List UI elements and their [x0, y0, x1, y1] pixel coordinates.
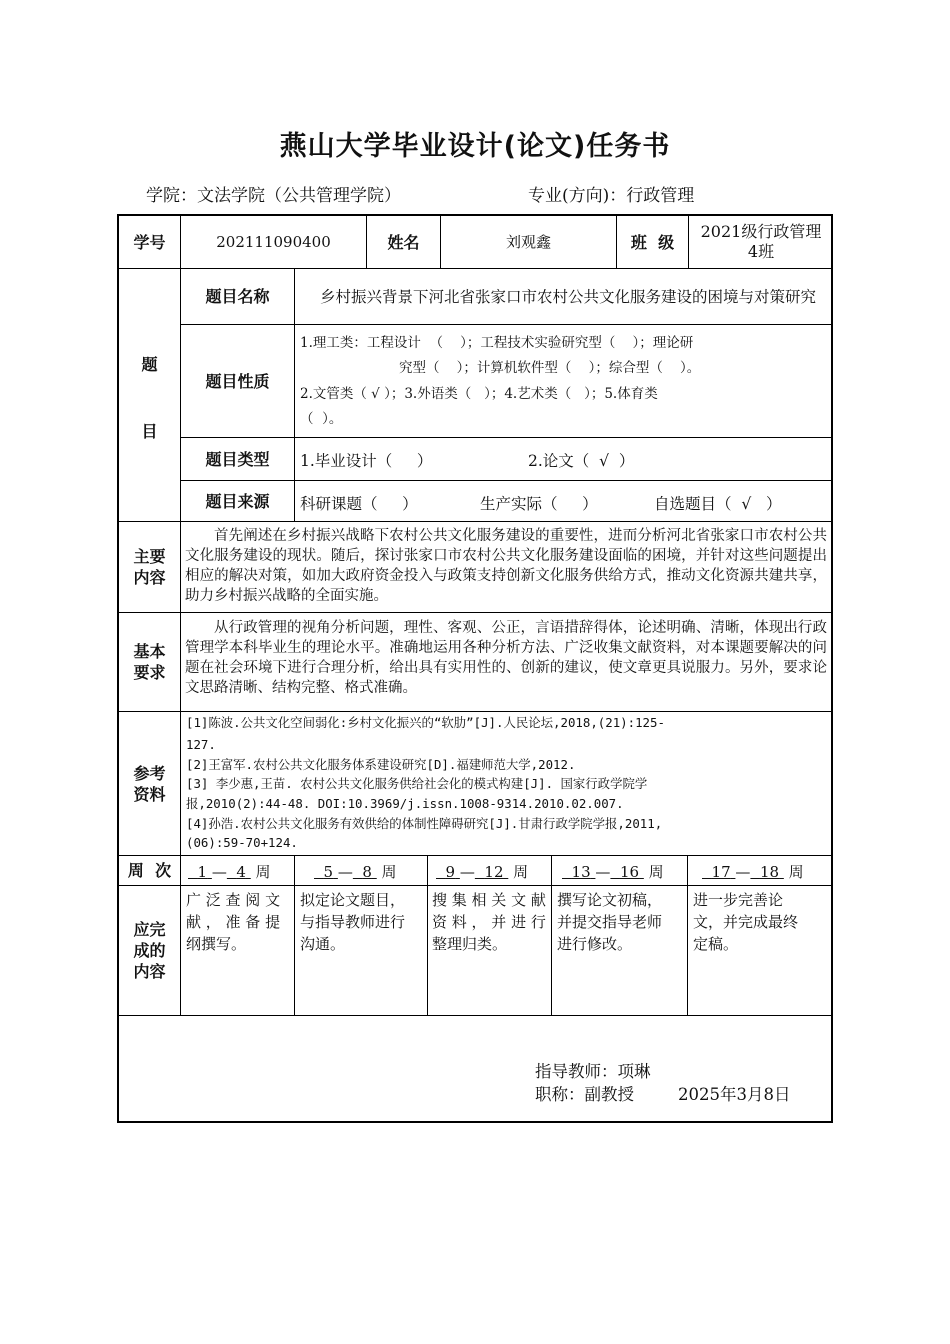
week-range-3: 9 — 12 周: [436, 861, 528, 882]
tasks-label: [119, 886, 180, 1015]
week-start: 17: [711, 863, 731, 881]
task-line: 纲撰写。: [186, 935, 247, 953]
advisor-title: 职称：副教授: [535, 1085, 634, 1104]
student-id-value: 202111090400: [216, 232, 331, 251]
requirements-label: [119, 613, 180, 711]
task-cell-3: [432, 889, 546, 955]
week-range-4: 13 — 16 周: [562, 861, 664, 882]
column-divider: [294, 855, 295, 1015]
tasks-label-line2: 成的: [133, 941, 166, 960]
college-label: 学院：: [146, 186, 197, 206]
major-value: 行政管理: [626, 186, 695, 206]
row-divider: [118, 521, 832, 522]
week-start: 1: [197, 863, 208, 881]
main-content-text: 首先阐述在乡村振兴战略下农村公共文化服务建设的重要性，进而分析河北省张家口市农村公共文化服务建设的现状。随后，探讨张家口市农村公共文化服务建设面临的困境，并针对这些问题提出相应的解决对策，如加大政府资金投入与政策支持创新文化服务供给方式，推动文化资源共建共享，助力乡村振兴战略的全面实施。: [185, 528, 827, 604]
topic-source-option-research: 科研课题（ ）: [300, 495, 418, 513]
topic-name-value: 乡村振兴背景下河北省张家口市农村公共文化服务建设的困境与对策研究: [319, 288, 816, 306]
topic-source-option-production: 生产实际（ ）: [480, 495, 598, 513]
column-divider: [427, 855, 428, 1015]
row-divider: [118, 612, 832, 613]
topic-section-label-top: 题: [141, 354, 158, 374]
week-start: 13: [571, 863, 591, 881]
topic-source-label: 题目来源: [205, 491, 270, 511]
tasks-label-line3: 内容: [133, 962, 166, 981]
topic-source-option-selfselected: 自选题目（ √ ）: [654, 495, 782, 513]
task-cell-5: [693, 889, 798, 955]
task-line: 沟通。: [300, 935, 346, 953]
task-line: 搜 集 相 关 文 献: [432, 891, 546, 909]
class-label: 班 级: [630, 232, 675, 252]
task-line: 进一步完善论: [693, 891, 784, 909]
task-line: 文，并完成最终: [693, 913, 799, 931]
task-line: 撰写论文初稿，: [557, 891, 663, 909]
week-start: 5: [323, 863, 334, 881]
task-cell-2: [300, 889, 405, 955]
task-line: 整理归类。: [432, 935, 508, 953]
major-line: [528, 181, 694, 206]
week-end: 16: [619, 863, 640, 881]
topic-nature-label: 题目性质: [205, 371, 270, 391]
requirements-label-line1: 基本: [133, 642, 166, 661]
week-label: 周 次: [127, 861, 172, 880]
task-line: 广 泛 查 阅 文: [186, 891, 281, 909]
major-label: 专业(方向)：: [528, 186, 627, 206]
week-range-2: 5 — 8 周: [314, 861, 397, 882]
topic-type-option-design: 1.毕业设计（ ）: [300, 452, 433, 470]
references-label: [119, 712, 180, 855]
requirements-text: 从行政管理的视角分析问题，理性、客观、公正，言语措辞得体，论述明确、清晰，体现出行政管理学本科毕业生的理论水平。准确地运用各种分析方法、广泛收集文献资料，对本课题要解决的问题在社会环境下进行合理分析，给出具有实用性的、创新的建议，使文章更具说服力。另外，要求论文思路清晰、结构完整、格式准确。: [185, 620, 827, 696]
task-cell-1: [186, 889, 280, 955]
task-line: 进行修改。: [557, 935, 633, 953]
task-cell-4: [557, 889, 662, 955]
row-divider: [118, 711, 832, 712]
topic-nature-line3: 2.文管类（ √ ）；3.外语类（ ）；4.艺术类（ ）；5.体育类: [300, 386, 658, 402]
document-title: 燕山大学毕业设计(论文)任务书: [279, 131, 671, 162]
reference-line: [2]王富军.农村公共文化服务体系建设研究[D].福建师范大学,2012.: [186, 757, 576, 772]
topic-section-label-bottom: 目: [141, 421, 158, 441]
tasks-label-line1: 应完: [133, 920, 166, 939]
week-range-5: 17 — 18 周: [702, 861, 804, 882]
week-end: 4: [236, 863, 246, 881]
column-divider: [551, 855, 552, 1015]
college-value: 文法学院（公共管理学院）: [197, 186, 401, 206]
week-end: 8: [362, 863, 372, 881]
row-divider: [118, 1015, 832, 1016]
column-divider: [294, 268, 295, 521]
class-value: 2021级行政管理4班: [700, 222, 822, 261]
row-divider: [118, 885, 832, 886]
references-label-line1: 参考: [133, 763, 166, 783]
references-label-line2: 资料: [133, 784, 166, 804]
week-range-1: 1 — 4 周: [188, 861, 271, 882]
column-divider: [688, 215, 689, 268]
student-name-label: 姓名: [387, 232, 420, 252]
topic-nature-line1: 1.理工类：工程设计 （ ）；工程技术实验研究型（ ）；理论研: [300, 335, 694, 351]
college-line: [146, 181, 401, 206]
requirements-label-line2: 要求: [133, 663, 166, 682]
reference-line: (06):59-70+124.: [186, 835, 298, 850]
reference-line: [4]孙浩.农村公共文化服务有效供给的体制性障碍研究[J].甘肃行政学院学报,2011,: [186, 816, 663, 831]
week-start: 9: [445, 863, 456, 881]
main-content-label-line1: 主要: [133, 547, 166, 566]
task-line: 献 ， 准 备 提: [186, 913, 281, 931]
topic-nature-line4: （ ）。: [300, 411, 343, 427]
task-line: 并提交指导老师: [557, 913, 663, 931]
task-line: 资 料 ， 并 进 行: [432, 913, 546, 931]
task-line: 与指导教师进行: [300, 913, 406, 931]
week-end: 18: [759, 863, 780, 881]
topic-nature-line2: 究型（ ）；计算机软件型（ ）；综合型（ ）。: [399, 360, 701, 376]
main-content-label: [119, 522, 180, 612]
reference-line: 报,2010(2):44-48. DOI:10.3969/j.issn.1008-9314.2010.02.007.: [186, 796, 624, 811]
reference-line: [3] 李少惠,王苗. 农村公共文化服务供给社会化的模式构建[J]. 国家行政学院学: [186, 776, 648, 791]
topic-type-label: 题目类型: [205, 449, 270, 469]
student-id-label: 学号: [133, 232, 166, 252]
row-divider: [118, 855, 832, 856]
main-content-label-line2: 内容: [133, 568, 166, 587]
student-name-value: 刘观鑫: [505, 232, 551, 251]
reference-line: 127.: [186, 737, 216, 752]
column-divider: [687, 855, 688, 1015]
signature-date: 2025年3月8日: [678, 1085, 791, 1104]
reference-line: [1]陈波.公共文化空间弱化:乡村文化振兴的“软肋”[J].人民论坛,2018,(21):125-: [186, 715, 665, 730]
task-line: 拟定论文题目，: [300, 891, 406, 909]
week-end: 12: [484, 863, 504, 881]
topic-type-option-thesis: 2.论文（ √ ）: [528, 452, 635, 470]
topic-name-label: 题目名称: [205, 287, 270, 306]
advisor-name: 指导教师：项琳: [535, 1062, 651, 1081]
task-line: 定稿。: [693, 935, 739, 953]
